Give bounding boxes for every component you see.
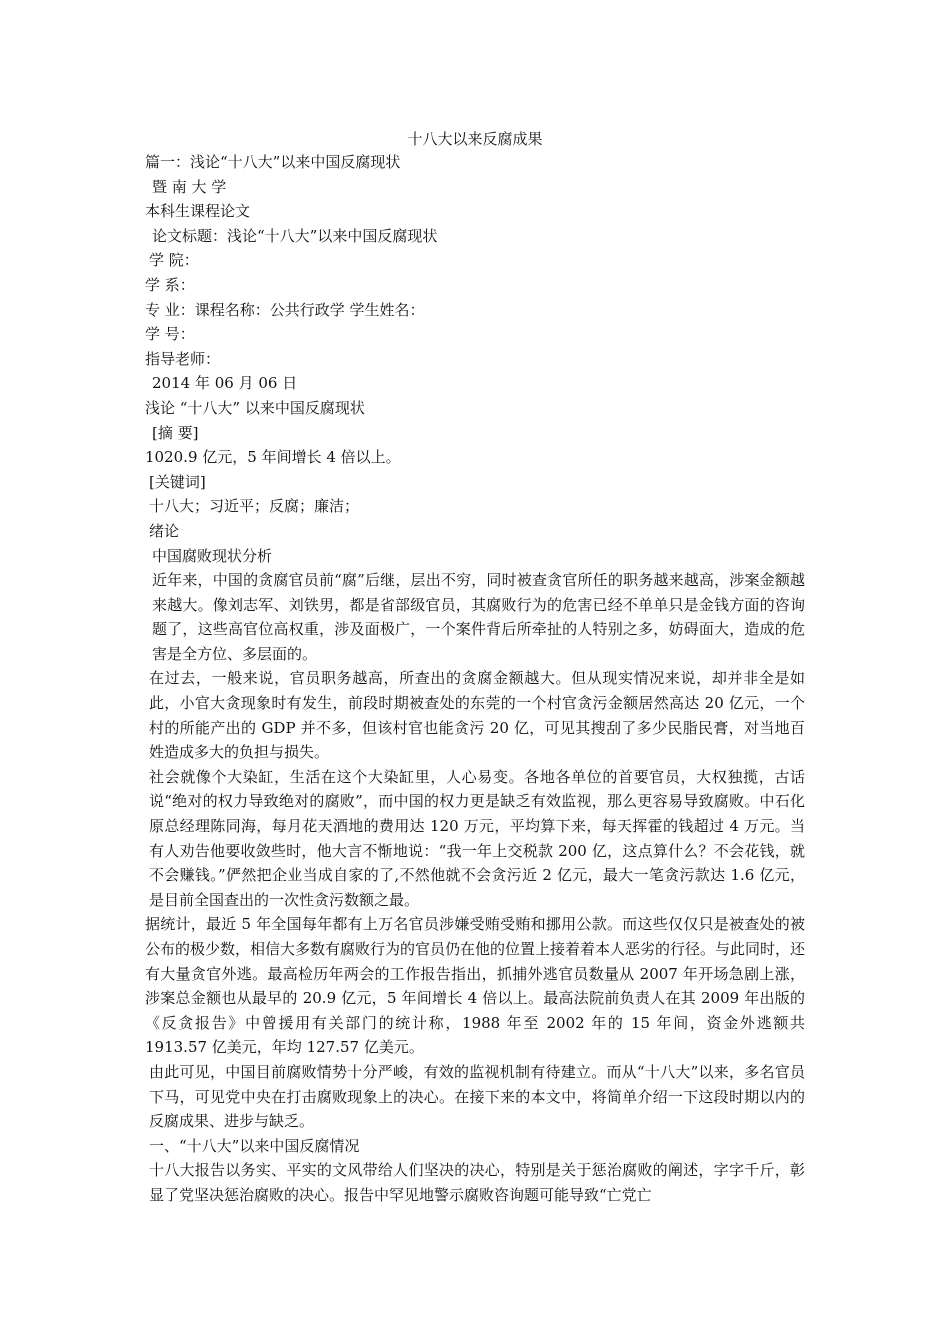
abstract-heading: [摘 要] [152, 423, 199, 442]
keywords-text: 十八大；习近平；反腐；廉洁； [149, 497, 360, 516]
date-line: 2014 年 06 月 06 日 [152, 374, 298, 393]
paragraph: 近年来，中国的贪腐官员前“腐”后继，层出不穷，同时被查贪官所任的职务越来越高，涉案金额越来越大。像刘志军、刘铁男，都是省部级官员，其腐败行为的危害已经不单单只是金钱方面的咨询题了，这些高官位高权重，涉及面极广，一个案件背后所牵扯的人特别之多，妨碍面大，造成的危害是全方位、多层面的。 [152, 571, 805, 663]
paragraph: 社会就像个大染缸，生活在这个大染缸里，人心易变。各地各单位的首要官员，大权独揽，古话说“绝对的权力导致绝对的腐败”，而中国的权力更是缺乏有效监视，那么更容易导致腐败。中石化原总经理陈同海，每月花天酒地的费用达 120 万元，平均算下来，每天挥霍的钱超过 4 万元。当有人劝告他要收敛些时，他大言不惭地说：“我一年上交税款 200 亿，这点算什么？不会花钱，就不会赚钱。”俨然把企业当成自家的了,不然他就不会贪污近 2 亿元，最大一笔贪污款达 1.6 亿元，是目前全国查出的一次性贪污数额之最。 [149, 767, 805, 909]
keywords-heading: [关键词] [149, 472, 206, 491]
document-title: 十八大以来反腐成果 [407, 130, 543, 148]
major-course-field: 专 业：课程名称：公共行政学 学生姓名： [145, 300, 425, 319]
college-field: 学 院： [149, 251, 199, 270]
paragraph: 在过去，一般来说，官员职务越高，所查出的贪腐金额越大。但从现实情况来说，却并非全是如此，小官大贪现象时有发生，前段时期被查处的东莞的一个村官贪污金额居然高达 20 亿元，一个村的所能产出的 GDP 并不多，但该村官也能贪污 20 亿，可见其搜刮了多少民脂民膏，对当地百姓造成多大的负担与损失。 [149, 669, 805, 762]
section-heading-status: 中国腐败现状分析 [152, 546, 273, 565]
department-field: 学 系： [145, 275, 195, 294]
essay-heading: 篇一：浅论“十八大”以来中国反腐现状 [145, 153, 401, 171]
paragraph: 据统计，最近 5 年全国每年都有上万名官员涉嫌受贿受贿和挪用公款。而这些仅仅只是被查处的被公布的极少数，相信大多数有腐败行为的官员仍在他的位置上接着着本人恶劣的行径。与此同时，还有大量贪官外逃。最高检历年两会的工作报告指出，抓捕外逃官员数量从 2007 年开场急剧上涨，涉案总金额也从最早的 20.9 亿元，5 年间增长 4 倍以上。最高法院前负责人在其 2009 年出版的《反贪报告》中曾援用有关部门的统计称，1988 年至 2002 年的 15 年间，资金外逃额共 1913.57 亿美元，年均 127.57 亿美元。 [145, 915, 806, 1057]
paper-type: 本科生课程论文 [145, 202, 251, 221]
document-body [145, 150, 805, 1208]
paper-title: 浅论 “十八大” 以来中国反腐现状 [145, 398, 365, 417]
section-heading-one: 一、“十八大”以来中国反腐情况 [149, 1136, 360, 1155]
paragraph: 十八大报告以务实、平实的文风带给人们坚决的决心，特别是关于惩治腐败的阐述，字字千斤，彰显了党坚决惩治腐败的决心。报告中罕见地警示腐败咨询题可能导致“亡党亡 [149, 1161, 805, 1204]
paper-title-field: 论文标题：浅论“十八大”以来中国反腐现状 [152, 226, 438, 245]
student-id-field: 学 号： [145, 325, 195, 344]
paragraph: 由此可见，中国目前腐败情势十分严峻，有效的监视机制有待建立。而从“十八大”以来，多名官员下马，可见党中央在打击腐败现象上的决心。在接下来的本文中，将简单介绍一下这段时期以内的反腐成果、进步与缺乏。 [149, 1062, 805, 1131]
advisor-field: 指导老师： [145, 349, 221, 368]
university-name: 暨 南 大 学 [152, 177, 227, 196]
abstract-text: 1020.9 亿元，5 年间增长 4 倍以上。 [145, 448, 401, 467]
introduction-heading: 绪论 [149, 521, 180, 540]
